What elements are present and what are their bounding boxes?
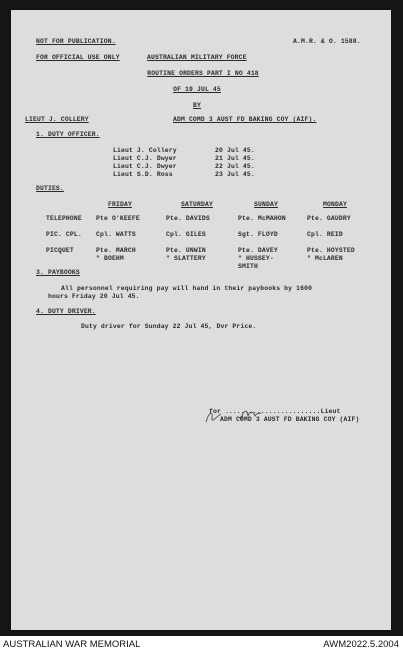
day-header-friday: FRIDAY bbox=[108, 201, 132, 208]
duty-cell: Cpl. GILES bbox=[166, 231, 206, 238]
duty-cell: Pte. DAVIDS bbox=[166, 215, 210, 222]
paybooks-text-line: All personnel requiring pay will hand in their paybooks by 1600 bbox=[61, 285, 313, 292]
paybooks-text-line: hours Friday 20 Jul 45. bbox=[48, 293, 140, 300]
duty-cell: Pte. DAVEY bbox=[238, 247, 278, 254]
orders-date: OF 19 JUL 45 bbox=[173, 86, 221, 93]
duty-officer-date: 23 Jul 45. bbox=[215, 171, 255, 178]
by-label: BY bbox=[193, 102, 201, 109]
duty-driver-text: Duty driver for Sunday 22 Jul 45, Dvr Price. bbox=[81, 323, 257, 330]
duties-heading: DUTIES. bbox=[36, 185, 64, 192]
duty-officer-name: Lieut C.J. Dwyer bbox=[113, 155, 177, 162]
official-use-notice: FOR OFFICIAL USE ONLY bbox=[36, 54, 120, 61]
footer-accession-number: AWM2022.5.2004 bbox=[323, 639, 399, 650]
duty-row-label: PICQUET bbox=[46, 247, 74, 254]
duty-cell: Pte. UNWIN bbox=[166, 247, 206, 254]
duty-officer-heading: 1. DUTY OFFICER. bbox=[36, 131, 100, 138]
duty-officer-date: 22 Jul 45. bbox=[215, 163, 255, 170]
day-header-monday: MONDAY bbox=[323, 201, 347, 208]
duty-cell: " BOEHM bbox=[96, 255, 124, 262]
duty-cell: " SLATTERY bbox=[166, 255, 206, 262]
duty-cell: Pte. MARCH bbox=[96, 247, 136, 254]
routine-orders-title: ROUTINE ORDERS PART I NO 418 bbox=[147, 70, 259, 77]
duty-officer-name: Lieut J. Collery bbox=[113, 147, 177, 154]
document-page bbox=[11, 10, 391, 630]
issuing-unit: ADM COMD 3 AUST FD BAKING COY (AIF). bbox=[173, 116, 317, 123]
duty-cell: Pte. GAUDRY bbox=[307, 215, 351, 222]
duty-cell: " McLAREN bbox=[307, 255, 343, 262]
force-title: AUSTRALIAN MILITARY FORCE bbox=[147, 54, 247, 61]
duty-cell: " HUSSEY- bbox=[238, 255, 274, 262]
duty-cell: Pte. HOYSTED bbox=[307, 247, 355, 254]
paybooks-heading: 3. PAYBOOKS bbox=[36, 269, 80, 276]
footer-institution: AUSTRALIAN WAR MEMORIAL bbox=[3, 639, 141, 650]
duty-row-label: TELEPHONE bbox=[46, 215, 82, 222]
duty-driver-heading: 4. DUTY DRIVER. bbox=[36, 308, 96, 315]
duty-officer-date: 20 Jul 45. bbox=[215, 147, 255, 154]
duty-row-label: PIC. CPL. bbox=[46, 231, 82, 238]
duty-cell: Cpl. REID bbox=[307, 231, 343, 238]
duty-cell: Cpl. WATTS bbox=[96, 231, 136, 238]
not-for-publication: NOT FOR PUBLICATION. bbox=[36, 38, 116, 45]
duty-cell: SMITH bbox=[238, 263, 258, 270]
duty-cell: Pte. McMAHON bbox=[238, 215, 286, 222]
footer-bar bbox=[0, 636, 403, 653]
duty-officer-name: Lieut C.J. Dwyer bbox=[113, 163, 177, 170]
day-header-sunday: SUNDAY bbox=[254, 201, 278, 208]
duty-cell: Sgt. FLOYD bbox=[238, 231, 278, 238]
issuing-officer: LIEUT J. COLLERY bbox=[25, 116, 89, 123]
amr-reference: A.M.R. & O. 1588. bbox=[293, 38, 361, 45]
day-header-saturday: SATURDAY bbox=[181, 201, 213, 208]
signature-unit: ADM COMD 3 AUST FD BAKING COY (AIF) bbox=[220, 416, 360, 423]
duty-officer-name: Lieut S.D. Ross bbox=[113, 171, 173, 178]
duty-cell: Pte O'KEEFE bbox=[96, 215, 140, 222]
duty-officer-date: 21 Jul 45. bbox=[215, 155, 255, 162]
signature-line: for ........................Lieut bbox=[209, 408, 341, 415]
